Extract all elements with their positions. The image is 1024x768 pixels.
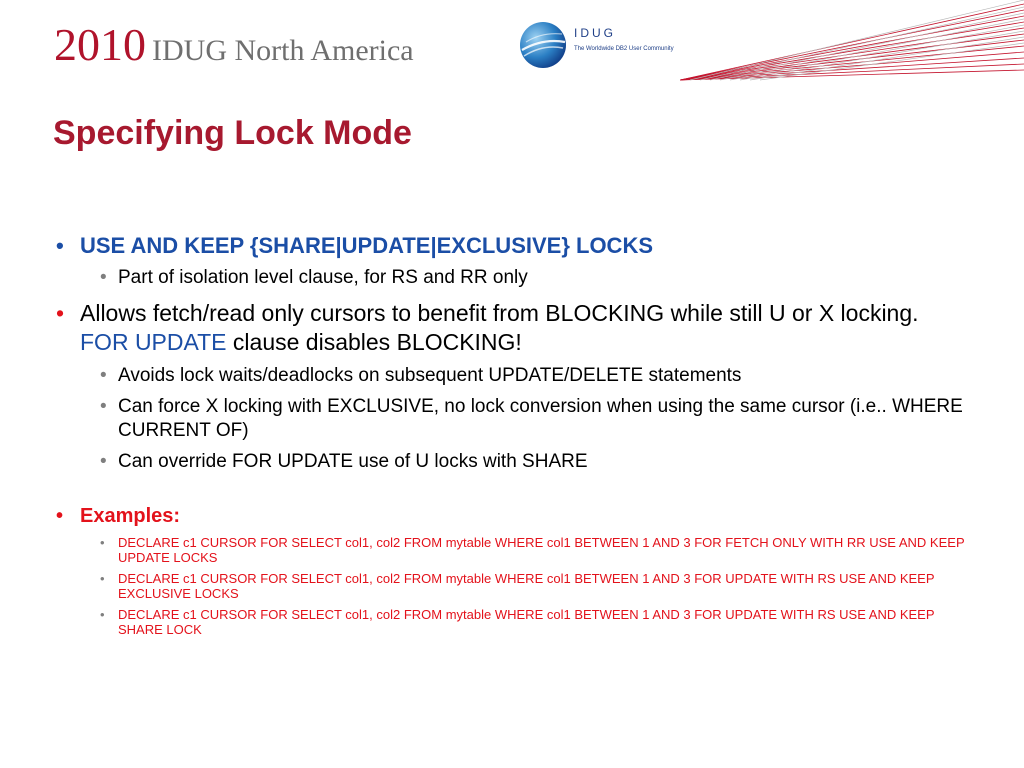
bullet-dot: • xyxy=(100,607,105,622)
sub-bullet xyxy=(56,450,966,474)
conference-year: 2010 xyxy=(54,19,146,70)
example-item xyxy=(56,607,966,637)
slide-body xyxy=(56,232,966,637)
example-item xyxy=(56,535,966,565)
bullet-lock-clause xyxy=(56,232,966,260)
bullet-dot: • xyxy=(100,365,107,386)
bullet-dot: • xyxy=(100,535,105,550)
example-text: DECLARE c1 CURSOR FOR SELECT col1, col2 FROM mytable WHERE col1 BETWEEN 1 AND 3 FOR UPDATE WITH RS USE AND KEEP EXCLUSIVE LOCKS xyxy=(118,571,935,601)
example-text: DECLARE c1 CURSOR FOR SELECT col1, col2 FROM mytable WHERE col1 BETWEEN 1 AND 3 FOR FETCH ONLY WITH RR USE AND KEEP UPDATE LOCKS xyxy=(118,535,965,565)
bullet-blocking xyxy=(56,299,966,357)
bullet-text-part2: clause disables BLOCKING! xyxy=(232,329,522,355)
bullet-dot: • xyxy=(100,267,107,288)
sub-bullet-text: Part of isolation level clause, for RS and RR only xyxy=(118,267,528,288)
bullet-text-highlight: FOR UPDATE xyxy=(80,329,227,355)
conference-name: IDUG North America xyxy=(152,34,414,67)
bullet-examples xyxy=(56,503,966,529)
bullet-dot: • xyxy=(100,396,107,417)
bullet-dot: • xyxy=(100,451,107,472)
decorative-lines xyxy=(680,0,1024,82)
logo-tagline: The Worldwide DB2 User Community xyxy=(574,46,674,52)
bullet-dot: • xyxy=(56,300,65,326)
globe-icon xyxy=(518,20,568,70)
sub-bullet-text: Can override FOR UPDATE use of U locks with SHARE xyxy=(118,451,588,472)
example-item xyxy=(56,571,966,601)
bullet-dot: • xyxy=(100,571,105,586)
bullet-text: USE AND KEEP {SHARE|UPDATE|EXCLUSIVE} LOCKS xyxy=(80,233,653,258)
sub-bullet-text: Can force X locking with EXCLUSIVE, no lock conversion when using the same cursor (i.e.. WHERE CURRENT OF) xyxy=(118,396,963,441)
idug-logo xyxy=(518,20,678,70)
sub-bullet xyxy=(56,364,966,388)
slide-title: Specifying Lock Mode xyxy=(53,114,412,152)
sub-bullet xyxy=(56,395,966,443)
slide-header xyxy=(0,0,1024,95)
bullet-text-part1: Allows fetch/read only cursors to benefit from BLOCKING while still U or X locking. xyxy=(80,300,919,326)
bullet-dot: • xyxy=(56,233,64,258)
sub-bullet-text: Avoids lock waits/deadlocks on subsequent UPDATE/DELETE statements xyxy=(118,365,742,386)
bullet-text: Examples: xyxy=(80,505,181,527)
bullet-dot: • xyxy=(56,505,64,527)
example-text: DECLARE c1 CURSOR FOR SELECT col1, col2 FROM mytable WHERE col1 BETWEEN 1 AND 3 FOR UPDATE WITH RS USE AND KEEP SHARE LOCK xyxy=(118,607,935,637)
sub-bullet xyxy=(56,266,966,290)
logo-name: IDUG xyxy=(574,26,616,40)
conference-title xyxy=(54,18,414,71)
